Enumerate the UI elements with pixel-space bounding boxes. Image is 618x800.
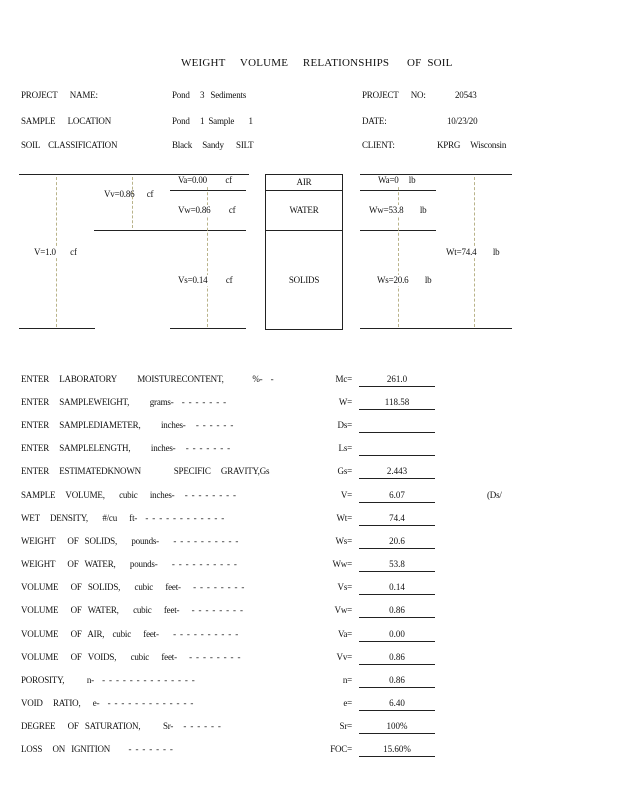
row-symbol: Wt= [336, 513, 352, 523]
row-value: 0.86 [389, 605, 405, 615]
date-value: 10/23/20 [447, 116, 478, 126]
water-label: WATER [289, 205, 319, 215]
row-value: 0.00 [389, 629, 405, 639]
row-value: 15.60% [383, 744, 411, 754]
soil-classification-value: Black Sandy SILT [172, 140, 254, 150]
value-underline [359, 733, 435, 734]
row-label: SAMPLE VOLUME, cubic inches- - - - - - - - - [21, 490, 236, 500]
wa-label: Wa=0 lb [378, 175, 416, 185]
row-value: 53.8 [389, 559, 405, 569]
value-underline [359, 386, 435, 387]
va-label: Va=0.00 cf [178, 175, 232, 185]
row-symbol: Vv= [336, 652, 352, 662]
client-label: CLIENT: [362, 140, 395, 150]
right-bottom-line [360, 328, 512, 329]
row-symbol: Vs= [337, 582, 352, 592]
row-symbol: Ww= [332, 559, 352, 569]
row-label: VOLUME OF SOLIDS, cubic feet- - - - - - - - - [21, 582, 245, 592]
row-value: 0.86 [389, 675, 405, 685]
row-value: 118.58 [384, 397, 410, 407]
row-label: VOID RATIO, e- - - - - - - - - - - - - - [21, 698, 194, 708]
vv-label: Vv=0.86 cf [104, 189, 154, 199]
row-label: ENTER SAMPLELENGTH, inches- - - - - - - - [21, 443, 230, 453]
row-label: WEIGHT OF WATER, pounds- - - - - - - - - - - [21, 559, 237, 569]
soil-classification-label: SOIL CLASSIFICATION [21, 140, 118, 150]
v-label: V=1.0 cf [34, 247, 77, 257]
box-air-line [265, 190, 343, 191]
value-underline [359, 594, 435, 595]
row-value: 100% [386, 721, 408, 731]
row-value: 0.86 [389, 652, 405, 662]
row-value: 20.6 [389, 536, 405, 546]
row-symbol: W= [338, 397, 352, 407]
vs-label: Vs=0.14 cf [178, 275, 233, 285]
row-label: POROSITY, n- - - - - - - - - - - - - - - [21, 675, 195, 685]
value-underline [359, 687, 435, 688]
client-value: KPRG Wisconsin [437, 140, 507, 150]
sample-location-value: Pond 1 Sample 1 [172, 116, 253, 126]
row-value: 0.14 [389, 582, 405, 592]
side-note: (Ds/ [487, 490, 502, 500]
voids-divider-line [94, 230, 246, 231]
row-symbol: e= [343, 698, 352, 708]
ws-label: Ws=20.6 lb [377, 275, 432, 285]
box-water-line [265, 230, 343, 231]
project-no-value: 20543 [455, 90, 477, 100]
row-label: ENTER LABORATORY MOISTURECONTENT, %- - [21, 374, 274, 384]
row-value: 6.07 [389, 490, 405, 500]
row-label: ENTER SAMPLEDIAMETER, inches- - - - - - - [21, 420, 234, 430]
row-symbol: Ls= [338, 443, 352, 453]
va-vs-dimension-line [207, 177, 208, 327]
value-underline [359, 455, 435, 456]
value-underline [359, 525, 435, 526]
row-symbol: Sr= [339, 721, 352, 731]
row-symbol: Ws= [335, 536, 352, 546]
row-value: 6.40 [389, 698, 405, 708]
row-label: ENTER ESTIMATEDKNOWN SPECIFIC GRAVITY,Gs [21, 466, 270, 476]
project-no-label: PROJECT NO: [362, 90, 426, 100]
value-underline [359, 571, 435, 572]
diagram-bottom-mid-line [170, 328, 246, 329]
value-underline [359, 756, 435, 757]
value-underline [359, 641, 435, 642]
row-symbol: Ds= [337, 420, 352, 430]
row-value: 261.0 [386, 374, 408, 384]
diagram-bottom-left-line [19, 328, 95, 329]
row-value: 2.443 [386, 466, 408, 476]
vv-dimension-line [132, 177, 133, 228]
wt-label: Wt=74.4 lb [446, 247, 500, 257]
row-label: VOLUME OF VOIDS, cubic feet- - - - - - - - - [21, 652, 241, 662]
row-label: ENTER SAMPLEWEIGHT, grams- - - - - - - - [21, 397, 226, 407]
date-label: DATE: [362, 116, 387, 126]
row-symbol: Gs= [337, 466, 352, 476]
row-symbol: Vw= [334, 605, 352, 615]
row-symbol: V= [340, 490, 352, 500]
soil-phase-box [265, 174, 343, 330]
weight-dimension-line [398, 177, 399, 327]
row-label: WEIGHT OF SOLIDS, pounds- - - - - - - - - - - [21, 536, 239, 546]
row-value: 74.4 [389, 513, 405, 523]
page-title: WEIGHT VOLUME RELATIONSHIPS OF SOIL [181, 57, 453, 69]
value-underline [359, 432, 435, 433]
row-label: LOSS ON IGNITION - - - - - - - [21, 744, 173, 754]
row-symbol: Va= [338, 629, 352, 639]
sample-location-label: SAMPLE LOCATION [21, 116, 112, 126]
row-label: VOLUME OF AIR, cubic feet- - - - - - - - - - - [21, 629, 238, 639]
value-underline [359, 548, 435, 549]
row-symbol: Mc= [335, 374, 352, 384]
project-name-value: Pond 3 Sediments [172, 90, 247, 100]
row-symbol: n= [342, 675, 352, 685]
value-underline [359, 664, 435, 665]
value-underline [359, 502, 435, 503]
row-label: DEGREE OF SATURATION, Sr- - - - - - - [21, 721, 221, 731]
project-name-label: PROJECT NAME: [21, 90, 98, 100]
ww-label: Ww=53.8 lb [369, 205, 427, 215]
value-underline [359, 478, 435, 479]
air-label: AIR [296, 177, 312, 187]
value-underline [359, 617, 435, 618]
row-symbol: FOC= [330, 744, 352, 754]
row-label: VOLUME OF WATER, cubic feet- - - - - - - - - [21, 605, 243, 615]
row-label: WET DENSITY, #/cu ft- - - - - - - - - - - - - [21, 513, 225, 523]
value-underline [359, 409, 435, 410]
vw-label: Vw=0.86 cf [178, 205, 236, 215]
value-underline [359, 710, 435, 711]
solids-label: SOLIDS [288, 275, 320, 285]
air-water-divider-line [170, 190, 246, 191]
